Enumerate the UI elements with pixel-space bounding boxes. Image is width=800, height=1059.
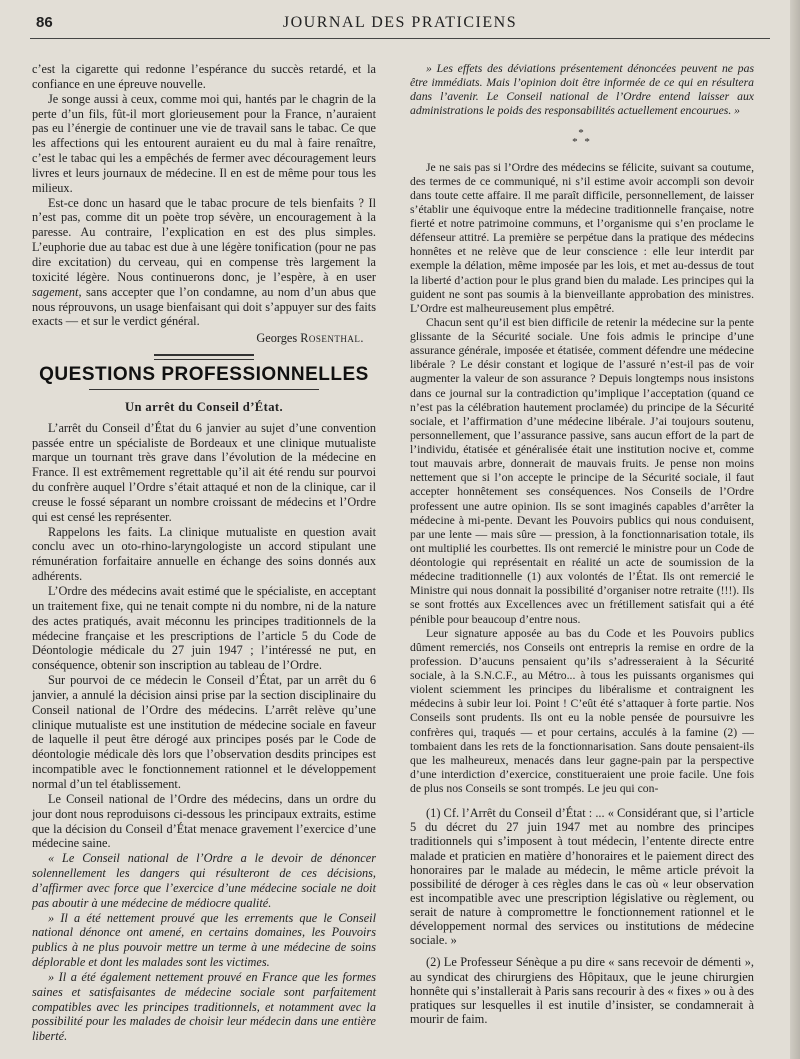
- quoted-paragraph: » Il a été également nettement prouvé en France que les formes saines et satisfaisantes de médecine sociale sont parfaitement compatibles avec les principes traditionnels, et notamment avec la possibilité pour les malades de choisir leur médecin dans une entière liberté.: [32, 969, 376, 1044]
- left-column: [32, 62, 376, 1044]
- section-divider: [154, 354, 254, 360]
- asterism-separator: [410, 126, 754, 148]
- article-paragraph: Rappelons les faits. La clinique mutualiste en question avait conclu avec un oto-rhino-laryngologiste un accord stipulant une rémunération forfaitaire annuelle en échange des soins donnés aux adhérents.: [32, 524, 376, 584]
- right-column: [410, 62, 754, 1026]
- footnote-gap: [410, 947, 754, 955]
- emphasis-word: sagement,: [32, 284, 82, 299]
- article-paragraph: Chacun sent qu’il est bien difficile de retenir la médecine sur la pente glissante de la Sécurité sociale. Une fois admis le principe d’une assurance générale, imposée et étatisée, comment défendre une médecine libérale ? Le désir constant et logique de l’assuré n’est-il pas de voir augmenter la valeur de son assurance ? Depuis longtemps nous insistons dans ce journal sur la contradiction qu’implique l’acceptation (quand ce n’est pas la célébration hautement proclamée) du principe de la Sécurité sociale, et l’affirmation d’une médecine libérale. J’ai toujours soutenu, personnellement, que l’assurance passive, sans aucun effort de la part de l’individu, étatisée et généralisée était une institution nocive et, comme tout mauvais arbre, donnerait de mauvais fruits. Je pense non moins nettement que si l’on accepte le principe de la Sécurité sociale, il faut accepter honnêtement ses conséquences. Nos Conseils de l’Ordre professent une autre opinion. Ils se sont imaginés capables d’arrêter la médecine à mi-pente. Devant les Pouvoirs publics qui nous conduisent, par une lente — mais sûre — pression, à la fonctionnarisation totale, ils ont multiplié les courbettes. Ils ont remercié le ministre pour un Code de déontologie qui représentait en réalité un acte de soumission de la médecine traditionnelle (1) aux volontés de l’État. Ils ont remercié le Ministre qui nous donnait la possibilité d’organiser notre retraite (!!!). Ils se sont frottés aux Excellences avec un frétillement satisfait qui a été pénible pour beaucoup d’entre nous.: [410, 315, 754, 626]
- footnotes: [410, 806, 754, 1026]
- page-header: [30, 12, 770, 39]
- asterism-bottom: * *: [572, 135, 592, 148]
- article-paragraph: c’est la cigarette qui redonne l’espérance du succès retardé, et la confiance en une épreuve nouvelle.: [32, 62, 376, 91]
- article-paragraph: Je songe aussi à ceux, comme moi qui, hantés par le chagrin de la perte d’un fils, fût-il mort glorieusement pour la France, n’auraient pas eu l’énergie de continuer une vie de travail sans le tabac. Ce que les affections qui les entourent auraient eu du mal à faire renaître, c’est le tabac qui les a empêchés de fermer avec découragement leurs livres et leurs journaux de médecine. Il en est de même pour tous les milieux.: [32, 91, 376, 195]
- article-paragraph: L’arrêt du Conseil d’État du 6 janvier au sujet d’une convention passée entre un spécialiste de Bordeaux et une clinique mutualiste marque un tournant très grave dans l’évolution de la médecine en France. Il est extrêmement regrettable qu’il ait été rendu sur pourvoi du confrère auquel l’Ordre s’était attaqué et non de la clinique, car il creuse le fossé séparant un nombre croissant de médecins et l’Ordre qui est censé les représenter.: [32, 420, 376, 524]
- author-signature: [32, 331, 376, 346]
- author-first-name: Georges: [256, 331, 298, 346]
- section-title: QUESTIONS PROFESSIONNELLES: [39, 364, 369, 386]
- article-paragraph: Le Conseil national de l’Ordre des médecins, dans un ordre du jour dont nous reproduisons ci-dessous les principaux extraits, estime que la décision du Conseil d’État menace gravement l’exercice d’une médecine saine.: [32, 791, 376, 851]
- page-number: 86: [36, 14, 53, 31]
- article-subtitle: Un arrêt du Conseil d’État.: [124, 399, 284, 414]
- page-binding-edge: [790, 0, 800, 1059]
- footnote: (2) Le Professeur Sénèque a pu dire « sans recevoir de démenti », au syndicat des chirurgiens des Hôpitaux, que le jeune chirurgien honnête qui s’installerait à Paris sans recourir à des « fixes » ou à des pratiques sur lesquelles il est inutile d’insister, se condamnerait à mourir de faim.: [410, 955, 754, 1026]
- section-title-underline: [89, 389, 319, 390]
- quoted-paragraph: » Il a été nettement prouvé que les errements que le Conseil national dénonce ont amené, en certains domaines, les Pouvoirs publics à ne plus pouvoir mettre un terme à une médecine de soins déplorable et dont les malades sont les victimes.: [32, 910, 376, 970]
- article-paragraph: Je ne sais pas si l’Ordre des médecins se félicite, suivant sa coutume, des termes de ce communiqué, ni s’il estime avoir accompli son devoir dans toute cette affaire. Il me paraît difficile, personnellement, de laisser s’établir une équivoque entre la médecine traditionnelle française, notre fierté et notre patrimoine communs, et l’organisme qui s’en proclame le défenseur attitré. La première se perpétue dans la pratique des médecins honnêtes et ne relève que de leur conscience : elle leur interdit par exemple la délation, même imposée par les lois, et met au-dessus de tout la liberté d’action pour le plus grand bien du malade. Les principes qui la guident ne sont pas soumis à la bienveillante approbation des ministres. L’Ordre est malheureusement plus empêtré.: [410, 160, 754, 315]
- asterism-top: *: [578, 126, 586, 139]
- footnote: (1) Cf. l’Arrêt du Conseil d’État : ... « Considérant que, si l’article 5 du décret du 27 juin 1947 met au nombre des principes traditionnels qui s’imposent à tout médecin, l’entente directe entre malade et praticien en matière d’honoraires et le paiement direct des honoraires par le malade au médecin, le même article prévoit la possibilité de déroger à ces règles dans le cas où « leur observation est incompatible avec une prescription législative ou règlement, ou serait de nature à compromettre le fonctionnement rationnel et le développement normal des services ou institutions de médecine sociale. »: [410, 806, 754, 948]
- article-paragraph: Leur signature apposée au bas du Code et les Pouvoirs publics dûment remerciés, nos Conseils ont entrepris la remise en ordre de la profession. D’aucuns pensaient qu’ils s’adresseraient à la Sécurité sociale, à la S.N.C.F., au Métro... à tous les puissants organismes qui violent sciemment les principes du libéralisme et contraignent les médecins à subir leur loi. Point ! C’eût été s’attaquer à forte partie. Nos Conseils sont prudents. Ils ont eu la noble pensée de poursuivre les confrères qui, traqués — et pour certains, acculés à la famine (2) — tombaient dans les rets de la fonctionnarisation. Sans doute pensaient-ils que les malheureux, menacés dans leur gagne-pain par la perspective d’une interdiction d’exercice, constitueraient une proie facile. Une fois de plus nos Conseils se sont trompés. Le jeu qui con-: [410, 626, 754, 795]
- article-paragraph: L’Ordre des médecins avait estimé que le spécialiste, en acceptant un traitement fixe, qui ne tenait compte ni du nombre, ni de la nature des actes pratiqués, avait méconnu les principes traditionnels de la médecine française et les prescriptions de l’article 5 du Code de Déontologie médicale du 27 juin 1947 ; l’intéressé ne put, en conséquence, obtenir son inscription au tableau de l’Ordre.: [32, 584, 376, 673]
- quoted-paragraph: » Les effets des déviations présentement dénoncées peuvent ne pas être immédiats. Mais l’opinion doit être informée de ce qui en résultera dans l’avenir. Le Conseil national de l’Ordre entend laisser aux administrations le poids des responsabilités actuellement encourues. »: [410, 62, 754, 118]
- running-title: JOURNAL DES PRATICIENS: [282, 14, 518, 31]
- quoted-paragraph: « Le Conseil national de l’Ordre a le devoir de dénoncer solennellement les dangers qui résulteront de ces décisions, d’affirmer avec force que l’exercice d’une médecine sociale ne doit pas aboutir à une médecine de médiocre qualité.: [32, 851, 376, 910]
- article-paragraph-text: Est-ce donc un hasard que le tabac procure de tels bienfaits ? Il n’est pas, comme dit un poète trop sévère, un encouragement à la paresse. Au contraire, l’explication en est des plus simples. L’euphorie due au tabac est due à une légère tonification (pour ne pas dire excitation) du cerveau, qui en compense très largement la toxicité légère. Nous continuerons donc, je l’espère, à en user: [32, 195, 376, 284]
- article-paragraph: Sur pourvoi de ce médecin le Conseil d’État, par un arrêt du 6 janvier, a annulé la décision ainsi prise par la section disciplinaire du Conseil national de l’Ordre des médecins. L’arrêt relève qu’une clinique mutualiste est une institution de médecine sociale en faveur de laquelle il peut être dérogé aux principes posés par le Code de déontologie médicale dès lors que l’observation desdits principes est incompatible avec le fonctionnement rationnel et le développement normal d’un tel établissement.: [32, 673, 376, 791]
- article-paragraph: [32, 196, 376, 330]
- article-paragraph-text: sans accepter que l’on condamne, au nom d’un abus que nous réprouvons, un usage bienfaisant qui doit s’appuyer sur des faits exacts — et sur le verdict général.: [32, 284, 376, 329]
- author-last-name: Rosenthal.: [300, 331, 364, 346]
